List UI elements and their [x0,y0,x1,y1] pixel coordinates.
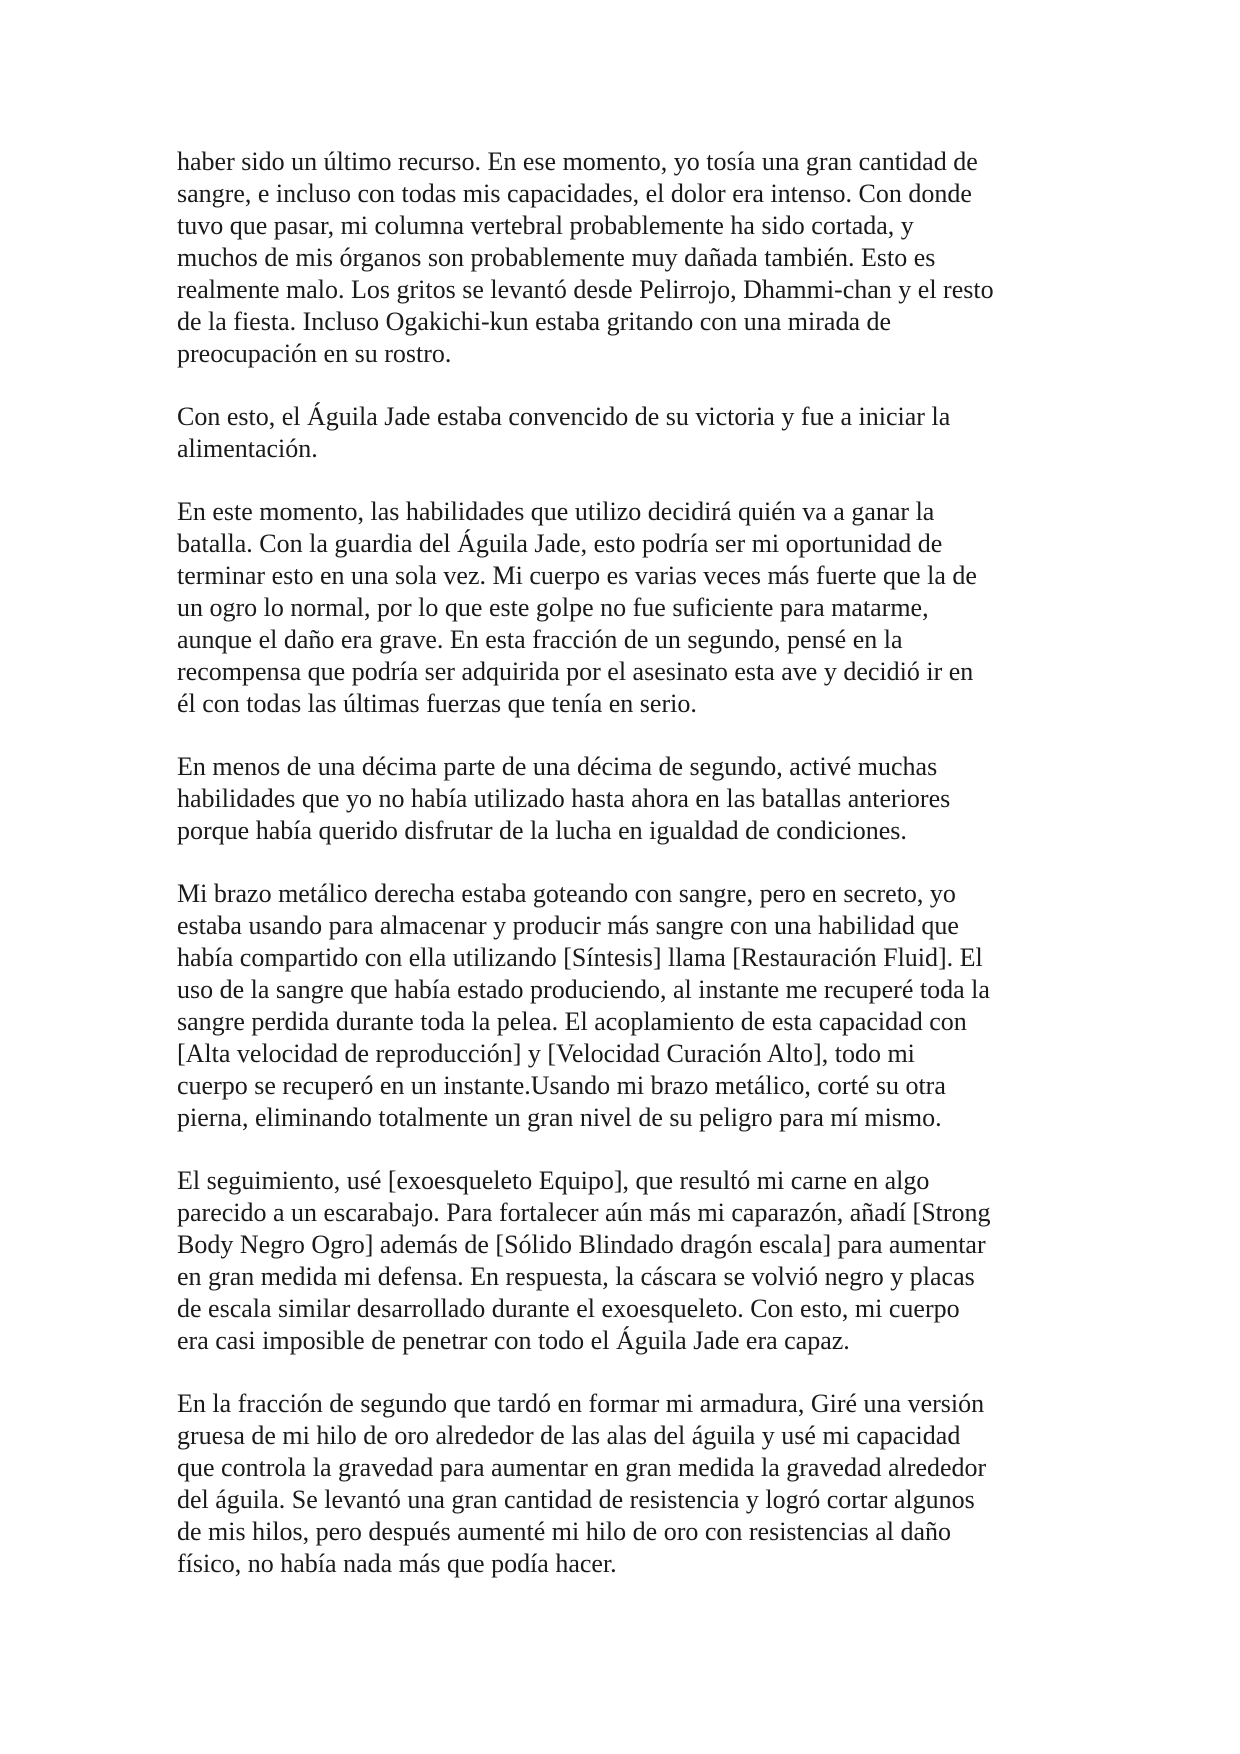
text-line: uso de la sangre que había estado produciendo, al instante me recuperé toda la [177,975,990,1004]
text-line: Mi brazo metálico derecha estaba goteando con sangre, pero en secreto, yo [177,879,956,908]
text-line: En este momento, las habilidades que utilizo decidirá quién va a ganar la [177,497,935,526]
text-line: Con esto, el Águila Jade estaba convencido de su victoria y fue a iniciar la [177,402,951,431]
text-line: cuerpo se recuperó en un instante.Usando mi brazo metálico, corté su otra [177,1071,946,1100]
text-line: de la fiesta. Incluso Ogakichi-kun estaba gritando con una mirada de [177,307,892,336]
text-line: tuvo que pasar, mi columna vertebral probablemente ha sido cortada, y [177,211,914,240]
text-line: de mis hilos, pero después aumenté mi hilo de oro con resistencias al daño [177,1517,952,1546]
text-line: haber sido un último recurso. En ese momento, yo tosía una gran cantidad de [177,147,978,176]
text-line: habilidades que yo no había utilizado hasta ahora en las batallas anteriores [177,784,951,813]
text-line: gruesa de mi hilo de oro alrededor de las alas del águila y usé mi capacidad [177,1421,961,1450]
text-line: El seguimiento, usé [exoesqueleto Equipo], que resultó mi carne en algo [177,1166,930,1195]
text-line: aunque el daño era grave. En esta fracción de un segundo, pensé en la [177,625,903,654]
text-line: batalla. Con la guardia del Águila Jade, esto podría ser mi oportunidad de [177,529,943,558]
text-line: [Alta velocidad de reproducción] y [Velocidad Curación Alto], todo mi [177,1039,915,1068]
paragraph-7 [177,1388,1067,1580]
text-line: había compartido con ella utilizando [Síntesis] llama [Restauración Fluid]. El [177,943,983,972]
text-line: realmente malo. Los gritos se levantó desde Pelirrojo, Dhammi-chan y el resto [177,275,994,304]
paragraph-4 [177,751,1067,847]
text-line: terminar esto en una sola vez. Mi cuerpo es varias veces más fuerte que la de [177,561,977,590]
text-line: recompensa que podría ser adquirida por el asesinato esta ave y decidió ir en [177,657,974,686]
paragraph-3 [177,496,1067,720]
text-line: físico, no había nada más que podía hacer. [177,1549,617,1578]
paragraph-6 [177,1165,1067,1357]
text-line: preocupación en su rostro. [177,339,452,368]
text-line: en gran medida mi defensa. En respuesta, la cáscara se volvió negro y placas [177,1262,975,1291]
text-line: era casi imposible de penetrar con todo el Águila Jade era capaz. [177,1326,850,1355]
text-line: Body Negro Ogro] además de [Sólido Blindado dragón escala] para aumentar [177,1230,986,1259]
text-line: de escala similar desarrollado durante el exoesqueleto. Con esto, mi cuerpo [177,1294,960,1323]
paragraph-2 [177,401,1067,465]
text-line: que controla la gravedad para aumentar en gran medida la gravedad alrededor [177,1453,987,1482]
text-line: En la fracción de segundo que tardó en formar mi armadura, Giré una versión [177,1389,985,1418]
text-line: él con todas las últimas fuerzas que tenía en serio. [177,689,697,718]
text-line: porque había querido disfrutar de la lucha en igualdad de condiciones. [177,816,907,845]
body-text [177,146,1067,1611]
text-line: alimentación. [177,434,318,463]
text-line: sangre, e incluso con todas mis capacidades, el dolor era intenso. Con donde [177,179,972,208]
text-line: parecido a un escarabajo. Para fortalecer aún más mi caparazón, añadí [Strong [177,1198,991,1227]
paragraph-1 [177,146,1067,370]
text-line: pierna, eliminando totalmente un gran nivel de su peligro para mí mismo. [177,1103,942,1132]
text-line: En menos de una décima parte de una décima de segundo, activé muchas [177,752,938,781]
text-line: sangre perdida durante toda la pelea. El acoplamiento de esta capacidad con [177,1007,967,1036]
text-line: un ogro lo normal, por lo que este golpe no fue suficiente para matarme, [177,593,929,622]
paragraph-5 [177,878,1067,1134]
text-line: muchos de mis órganos son probablemente muy dañada también. Esto es [177,243,936,272]
text-line: estaba usando para almacenar y producir más sangre con una habilidad que [177,911,959,940]
text-line: del águila. Se levantó una gran cantidad de resistencia y logró cortar algunos [177,1485,975,1514]
